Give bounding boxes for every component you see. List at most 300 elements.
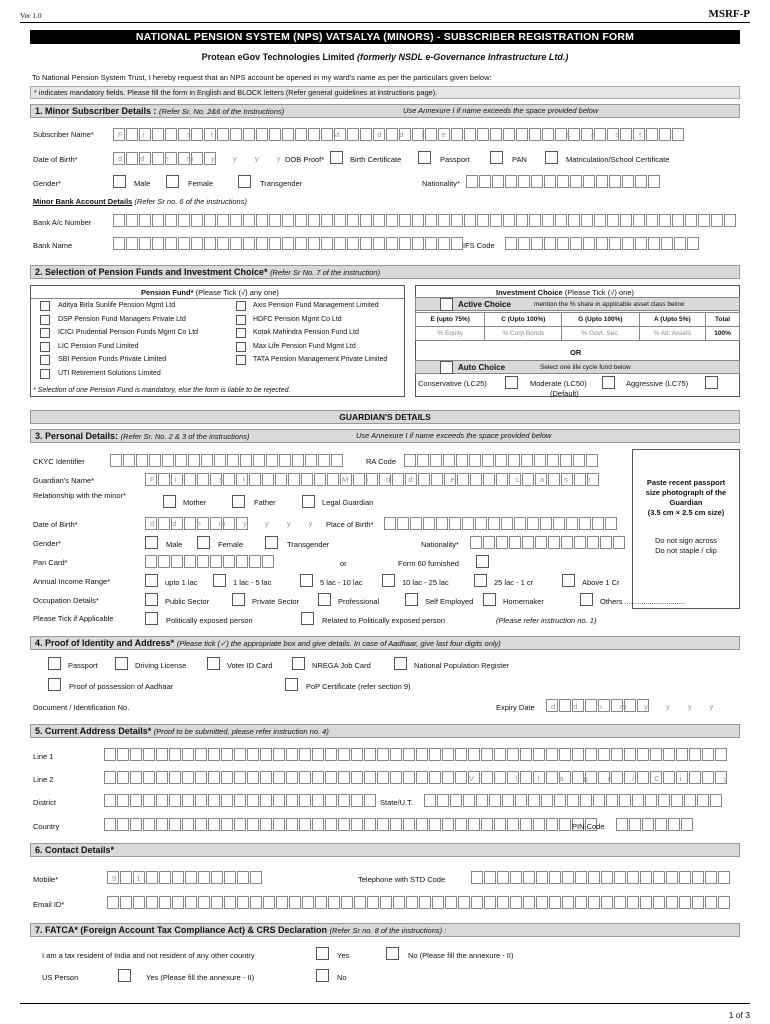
input-cell[interactable] bbox=[331, 454, 343, 467]
pf-left-checkbox[interactable] bbox=[40, 355, 50, 365]
pob-input[interactable] bbox=[384, 517, 618, 530]
input-cell[interactable] bbox=[195, 771, 207, 784]
input-cell[interactable] bbox=[286, 794, 298, 807]
input-cell[interactable] bbox=[308, 128, 320, 141]
input-cell[interactable] bbox=[338, 771, 350, 784]
input-cell[interactable] bbox=[575, 871, 587, 884]
pin-input[interactable] bbox=[616, 818, 694, 831]
input-cell[interactable] bbox=[503, 214, 515, 227]
input-cell[interactable] bbox=[234, 794, 246, 807]
input-cell[interactable] bbox=[531, 175, 543, 188]
us-no-checkbox[interactable] bbox=[316, 969, 329, 982]
input-cell[interactable] bbox=[555, 128, 567, 141]
input-cell[interactable] bbox=[305, 454, 317, 467]
input-cell[interactable] bbox=[184, 555, 196, 568]
input-cell[interactable] bbox=[653, 871, 665, 884]
input-cell[interactable] bbox=[247, 748, 259, 761]
input-cell[interactable] bbox=[546, 748, 558, 761]
input-cell[interactable] bbox=[338, 748, 350, 761]
input-cell[interactable] bbox=[529, 128, 541, 141]
input-cell[interactable] bbox=[143, 748, 155, 761]
fatca-yes-checkbox[interactable] bbox=[316, 947, 329, 960]
input-cell[interactable] bbox=[562, 871, 574, 884]
input-cell[interactable] bbox=[185, 871, 197, 884]
input-cell[interactable] bbox=[210, 555, 222, 568]
input-cell[interactable] bbox=[650, 748, 662, 761]
input-cell[interactable] bbox=[158, 555, 170, 568]
input-cell[interactable] bbox=[429, 818, 441, 831]
input-cell[interactable] bbox=[496, 536, 508, 549]
input-cell[interactable] bbox=[171, 555, 183, 568]
input-cell[interactable] bbox=[687, 237, 699, 250]
input-cell[interactable] bbox=[195, 794, 207, 807]
input-cell[interactable] bbox=[159, 871, 171, 884]
input-cell[interactable] bbox=[325, 794, 337, 807]
input-cell[interactable] bbox=[195, 818, 207, 831]
input-cell[interactable] bbox=[143, 771, 155, 784]
input-cell[interactable] bbox=[668, 818, 680, 831]
input-cell[interactable] bbox=[516, 128, 528, 141]
input-cell[interactable] bbox=[295, 128, 307, 141]
input-cell[interactable] bbox=[521, 454, 533, 467]
input-cell[interactable] bbox=[416, 748, 428, 761]
input-cell[interactable] bbox=[282, 128, 294, 141]
female-checkbox[interactable] bbox=[166, 175, 179, 188]
input-cell[interactable] bbox=[325, 818, 337, 831]
pf-right-checkbox[interactable] bbox=[236, 328, 246, 338]
pf-right-checkbox[interactable] bbox=[236, 301, 246, 311]
input-cell[interactable] bbox=[178, 214, 190, 227]
input-cell[interactable] bbox=[718, 896, 730, 909]
input-cell[interactable] bbox=[430, 454, 442, 467]
input-cell[interactable] bbox=[224, 871, 236, 884]
input-cell[interactable] bbox=[581, 214, 593, 227]
income-checkbox[interactable] bbox=[300, 574, 313, 587]
guardian-nationality-input[interactable] bbox=[470, 536, 626, 549]
input-cell[interactable] bbox=[256, 237, 268, 250]
input-cell[interactable] bbox=[104, 818, 116, 831]
input-cell[interactable] bbox=[484, 871, 496, 884]
input-cell[interactable] bbox=[338, 794, 350, 807]
input-cell[interactable] bbox=[299, 771, 311, 784]
input-cell[interactable] bbox=[354, 896, 366, 909]
input-cell[interactable] bbox=[360, 214, 372, 227]
input-cell[interactable] bbox=[557, 175, 569, 188]
input-cell[interactable] bbox=[536, 896, 548, 909]
input-cell[interactable] bbox=[208, 818, 220, 831]
telephone-input[interactable] bbox=[471, 871, 731, 884]
input-cell[interactable] bbox=[262, 555, 274, 568]
auto-choice-checkbox[interactable] bbox=[440, 361, 453, 374]
input-cell[interactable] bbox=[243, 128, 255, 141]
input-cell[interactable] bbox=[364, 771, 376, 784]
input-cell[interactable] bbox=[314, 473, 326, 486]
input-cell[interactable] bbox=[234, 748, 246, 761]
us-yes-checkbox[interactable] bbox=[118, 969, 131, 982]
input-cell[interactable] bbox=[328, 896, 340, 909]
input-cell[interactable] bbox=[710, 794, 722, 807]
input-cell[interactable] bbox=[364, 748, 376, 761]
input-cell[interactable] bbox=[470, 473, 482, 486]
input-cell[interactable] bbox=[214, 454, 226, 467]
income-checkbox[interactable] bbox=[562, 574, 575, 587]
input-cell[interactable] bbox=[671, 794, 683, 807]
input-cell[interactable] bbox=[497, 871, 509, 884]
input-cell[interactable] bbox=[627, 871, 639, 884]
input-cell[interactable] bbox=[455, 748, 467, 761]
input-cell[interactable] bbox=[620, 214, 632, 227]
input-cell[interactable] bbox=[528, 794, 540, 807]
input-cell[interactable] bbox=[640, 896, 652, 909]
input-cell[interactable] bbox=[211, 896, 223, 909]
input-cell[interactable] bbox=[325, 748, 337, 761]
input-cell[interactable] bbox=[507, 748, 519, 761]
lc75-checkbox[interactable] bbox=[705, 376, 718, 389]
input-cell[interactable] bbox=[152, 237, 164, 250]
input-cell[interactable] bbox=[583, 175, 595, 188]
input-cell[interactable] bbox=[182, 748, 194, 761]
input-cell[interactable] bbox=[442, 818, 454, 831]
input-cell[interactable] bbox=[282, 214, 294, 227]
transgender-checkbox[interactable] bbox=[238, 175, 251, 188]
input-cell[interactable] bbox=[191, 237, 203, 250]
occupation-checkbox[interactable] bbox=[405, 593, 418, 606]
input-cell[interactable] bbox=[705, 871, 717, 884]
input-cell[interactable] bbox=[523, 871, 535, 884]
input-cell[interactable] bbox=[475, 517, 487, 530]
input-cell[interactable] bbox=[627, 896, 639, 909]
input-cell[interactable] bbox=[360, 237, 372, 250]
input-cell[interactable] bbox=[527, 517, 539, 530]
input-cell[interactable] bbox=[201, 454, 213, 467]
input-cell[interactable] bbox=[156, 748, 168, 761]
input-cell[interactable] bbox=[544, 237, 556, 250]
input-cell[interactable] bbox=[609, 175, 621, 188]
input-cell[interactable] bbox=[672, 128, 684, 141]
input-cell[interactable] bbox=[403, 748, 415, 761]
input-cell[interactable] bbox=[661, 237, 673, 250]
input-cell[interactable] bbox=[247, 818, 259, 831]
input-cell[interactable] bbox=[175, 454, 187, 467]
input-cell[interactable] bbox=[549, 871, 561, 884]
input-cell[interactable] bbox=[308, 237, 320, 250]
input-cell[interactable] bbox=[110, 454, 122, 467]
input-cell[interactable] bbox=[197, 555, 209, 568]
input-cell[interactable] bbox=[622, 175, 634, 188]
input-cell[interactable] bbox=[611, 748, 623, 761]
input-cell[interactable] bbox=[334, 214, 346, 227]
input-cell[interactable] bbox=[534, 454, 546, 467]
input-cell[interactable] bbox=[718, 871, 730, 884]
input-cell[interactable] bbox=[458, 896, 470, 909]
input-cell[interactable] bbox=[464, 128, 476, 141]
input-cell[interactable] bbox=[684, 794, 696, 807]
input-cell[interactable] bbox=[429, 771, 441, 784]
input-cell[interactable] bbox=[423, 517, 435, 530]
input-cell[interactable] bbox=[510, 896, 522, 909]
input-cell[interactable] bbox=[502, 794, 514, 807]
input-cell[interactable] bbox=[230, 214, 242, 227]
input-cell[interactable] bbox=[479, 175, 491, 188]
input-cell[interactable] bbox=[260, 771, 272, 784]
input-cell[interactable] bbox=[681, 818, 693, 831]
email-input[interactable] bbox=[107, 896, 731, 909]
input-cell[interactable] bbox=[149, 454, 161, 467]
input-cell[interactable] bbox=[191, 214, 203, 227]
input-cell[interactable] bbox=[253, 454, 265, 467]
birth-cert-checkbox[interactable] bbox=[330, 151, 343, 164]
input-cell[interactable] bbox=[351, 794, 363, 807]
input-cell[interactable] bbox=[159, 896, 171, 909]
input-cell[interactable] bbox=[390, 748, 402, 761]
pf-left-checkbox[interactable] bbox=[40, 301, 50, 311]
input-cell[interactable] bbox=[518, 175, 530, 188]
bank-name-input[interactable] bbox=[113, 237, 464, 250]
input-cell[interactable] bbox=[523, 896, 535, 909]
input-cell[interactable] bbox=[600, 536, 612, 549]
input-cell[interactable] bbox=[156, 794, 168, 807]
input-cell[interactable] bbox=[481, 818, 493, 831]
input-cell[interactable] bbox=[243, 214, 255, 227]
input-cell[interactable] bbox=[224, 896, 236, 909]
input-cell[interactable] bbox=[507, 818, 519, 831]
ra-input[interactable] bbox=[404, 454, 599, 467]
input-cell[interactable] bbox=[666, 896, 678, 909]
input-cell[interactable] bbox=[477, 128, 489, 141]
input-cell[interactable] bbox=[234, 818, 246, 831]
input-cell[interactable] bbox=[133, 896, 145, 909]
income-checkbox[interactable] bbox=[213, 574, 226, 587]
input-cell[interactable] bbox=[120, 896, 132, 909]
input-cell[interactable] bbox=[260, 794, 272, 807]
input-cell[interactable] bbox=[289, 896, 301, 909]
input-cell[interactable] bbox=[679, 871, 691, 884]
input-cell[interactable] bbox=[424, 794, 436, 807]
input-cell[interactable] bbox=[619, 794, 631, 807]
bank-ac-input[interactable] bbox=[113, 214, 737, 227]
input-cell[interactable] bbox=[169, 748, 181, 761]
input-cell[interactable] bbox=[104, 771, 116, 784]
input-cell[interactable] bbox=[165, 237, 177, 250]
input-cell[interactable] bbox=[469, 454, 481, 467]
input-cell[interactable] bbox=[211, 871, 223, 884]
input-cell[interactable] bbox=[482, 454, 494, 467]
input-cell[interactable] bbox=[635, 175, 647, 188]
input-cell[interactable] bbox=[172, 871, 184, 884]
input-cell[interactable] bbox=[373, 214, 385, 227]
input-cell[interactable] bbox=[583, 237, 595, 250]
line1-input[interactable] bbox=[104, 748, 728, 761]
input-cell[interactable] bbox=[236, 555, 248, 568]
input-cell[interactable] bbox=[260, 748, 272, 761]
input-cell[interactable] bbox=[596, 237, 608, 250]
input-cell[interactable] bbox=[347, 237, 359, 250]
poi-checkbox[interactable] bbox=[48, 657, 61, 670]
input-cell[interactable] bbox=[674, 237, 686, 250]
input-cell[interactable] bbox=[198, 896, 210, 909]
input-cell[interactable] bbox=[416, 771, 428, 784]
input-cell[interactable] bbox=[263, 896, 275, 909]
input-cell[interactable] bbox=[136, 454, 148, 467]
input-cell[interactable] bbox=[227, 454, 239, 467]
input-cell[interactable] bbox=[676, 748, 688, 761]
input-cell[interactable] bbox=[315, 896, 327, 909]
input-cell[interactable] bbox=[679, 896, 691, 909]
input-cell[interactable] bbox=[464, 214, 476, 227]
input-cell[interactable] bbox=[117, 818, 129, 831]
input-cell[interactable] bbox=[341, 896, 353, 909]
input-cell[interactable] bbox=[518, 237, 530, 250]
fatca-no-checkbox[interactable] bbox=[386, 947, 399, 960]
input-cell[interactable] bbox=[503, 128, 515, 141]
active-choice-checkbox[interactable] bbox=[440, 298, 453, 311]
input-cell[interactable] bbox=[567, 794, 579, 807]
rpep-checkbox[interactable] bbox=[301, 612, 314, 625]
pan-card-input[interactable] bbox=[145, 555, 275, 568]
input-cell[interactable] bbox=[412, 214, 424, 227]
input-cell[interactable] bbox=[494, 818, 506, 831]
input-cell[interactable] bbox=[614, 896, 626, 909]
input-cell[interactable] bbox=[262, 473, 274, 486]
input-cell[interactable] bbox=[451, 237, 463, 250]
input-cell[interactable] bbox=[529, 214, 541, 227]
input-cell[interactable] bbox=[217, 237, 229, 250]
input-cell[interactable] bbox=[559, 818, 571, 831]
input-cell[interactable] bbox=[377, 771, 389, 784]
input-cell[interactable] bbox=[230, 128, 242, 141]
input-cell[interactable] bbox=[380, 896, 392, 909]
input-cell[interactable] bbox=[522, 536, 534, 549]
input-cell[interactable] bbox=[195, 748, 207, 761]
input-cell[interactable] bbox=[588, 896, 600, 909]
input-cell[interactable] bbox=[295, 237, 307, 250]
input-cell[interactable] bbox=[373, 237, 385, 250]
input-cell[interactable] bbox=[531, 237, 543, 250]
pf-right-checkbox[interactable] bbox=[236, 355, 246, 365]
input-cell[interactable] bbox=[178, 237, 190, 250]
input-cell[interactable] bbox=[585, 748, 597, 761]
input-cell[interactable] bbox=[139, 214, 151, 227]
input-cell[interactable] bbox=[536, 871, 548, 884]
input-cell[interactable] bbox=[282, 237, 294, 250]
input-cell[interactable] bbox=[130, 794, 142, 807]
input-cell[interactable] bbox=[607, 214, 619, 227]
input-cell[interactable] bbox=[596, 175, 608, 188]
form60-checkbox[interactable] bbox=[476, 555, 489, 568]
input-cell[interactable] bbox=[648, 175, 660, 188]
input-cell[interactable] bbox=[579, 517, 591, 530]
mother-checkbox[interactable] bbox=[163, 495, 176, 508]
input-cell[interactable] bbox=[640, 871, 652, 884]
input-cell[interactable] bbox=[152, 214, 164, 227]
guardian-female-checkbox[interactable] bbox=[197, 536, 210, 549]
district-input[interactable] bbox=[104, 794, 377, 807]
input-cell[interactable] bbox=[586, 454, 598, 467]
input-cell[interactable] bbox=[221, 794, 233, 807]
pf-left-checkbox[interactable] bbox=[40, 315, 50, 325]
input-cell[interactable] bbox=[481, 748, 493, 761]
input-cell[interactable] bbox=[542, 214, 554, 227]
input-cell[interactable] bbox=[130, 771, 142, 784]
alloc-cell[interactable]: % Equity bbox=[416, 327, 485, 341]
input-cell[interactable] bbox=[443, 454, 455, 467]
input-cell[interactable] bbox=[568, 214, 580, 227]
input-cell[interactable] bbox=[347, 214, 359, 227]
input-cell[interactable] bbox=[484, 896, 496, 909]
input-cell[interactable] bbox=[548, 536, 560, 549]
pf-left-checkbox[interactable] bbox=[40, 328, 50, 338]
income-checkbox[interactable] bbox=[145, 574, 158, 587]
input-cell[interactable] bbox=[436, 517, 448, 530]
input-cell[interactable] bbox=[587, 536, 599, 549]
input-cell[interactable] bbox=[377, 818, 389, 831]
input-cell[interactable] bbox=[711, 214, 723, 227]
input-cell[interactable] bbox=[390, 818, 402, 831]
poi-checkbox[interactable] bbox=[394, 657, 407, 670]
input-cell[interactable] bbox=[632, 794, 644, 807]
input-cell[interactable] bbox=[471, 871, 483, 884]
input-cell[interactable] bbox=[208, 748, 220, 761]
input-cell[interactable] bbox=[410, 517, 422, 530]
input-cell[interactable] bbox=[182, 818, 194, 831]
input-cell[interactable] bbox=[393, 896, 405, 909]
input-cell[interactable] bbox=[292, 454, 304, 467]
input-cell[interactable] bbox=[399, 214, 411, 227]
input-cell[interactable] bbox=[601, 871, 613, 884]
input-cell[interactable] bbox=[266, 454, 278, 467]
input-cell[interactable] bbox=[614, 871, 626, 884]
input-cell[interactable] bbox=[250, 896, 262, 909]
input-cell[interactable] bbox=[624, 748, 636, 761]
input-cell[interactable] bbox=[555, 214, 567, 227]
input-cell[interactable] bbox=[204, 214, 216, 227]
input-cell[interactable] bbox=[403, 771, 415, 784]
input-cell[interactable] bbox=[182, 794, 194, 807]
input-cell[interactable] bbox=[553, 517, 565, 530]
input-cell[interactable] bbox=[505, 237, 517, 250]
input-cell[interactable] bbox=[273, 818, 285, 831]
input-cell[interactable] bbox=[312, 748, 324, 761]
input-cell[interactable] bbox=[397, 517, 409, 530]
state-input[interactable] bbox=[424, 794, 723, 807]
input-cell[interactable] bbox=[562, 896, 574, 909]
input-cell[interactable] bbox=[273, 794, 285, 807]
input-cell[interactable] bbox=[635, 237, 647, 250]
input-cell[interactable] bbox=[450, 794, 462, 807]
input-cell[interactable] bbox=[653, 896, 665, 909]
input-cell[interactable] bbox=[470, 536, 482, 549]
input-cell[interactable] bbox=[416, 818, 428, 831]
input-cell[interactable] bbox=[377, 748, 389, 761]
input-cell[interactable] bbox=[188, 454, 200, 467]
input-cell[interactable] bbox=[325, 771, 337, 784]
input-cell[interactable] bbox=[570, 237, 582, 250]
input-cell[interactable] bbox=[107, 896, 119, 909]
input-cell[interactable] bbox=[659, 128, 671, 141]
input-cell[interactable] bbox=[406, 896, 418, 909]
input-cell[interactable] bbox=[321, 128, 333, 141]
input-cell[interactable] bbox=[126, 214, 138, 227]
input-cell[interactable] bbox=[514, 517, 526, 530]
input-cell[interactable] bbox=[204, 237, 216, 250]
input-cell[interactable] bbox=[492, 175, 504, 188]
pf-left-checkbox[interactable] bbox=[40, 369, 50, 379]
input-cell[interactable] bbox=[663, 748, 675, 761]
input-cell[interactable] bbox=[613, 536, 625, 549]
input-cell[interactable] bbox=[185, 896, 197, 909]
input-cell[interactable] bbox=[646, 214, 658, 227]
input-cell[interactable] bbox=[217, 214, 229, 227]
